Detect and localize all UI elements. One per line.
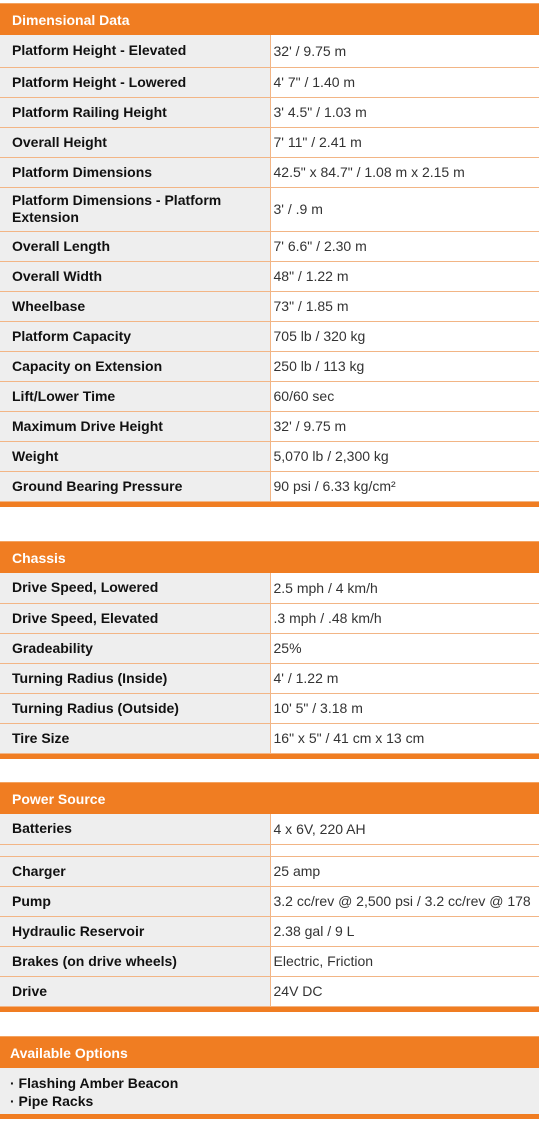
table-row	[0, 603, 539, 633]
spec-value: .3 mph / .48 km/h	[270, 603, 539, 633]
spec-value: Electric, Friction	[270, 946, 539, 976]
spec-label: Capacity on Extension	[0, 351, 270, 381]
table-row	[0, 814, 539, 844]
spec-value: 42.5" x 84.7" / 1.08 m x 2.15 m	[270, 157, 539, 187]
table-row	[0, 321, 539, 351]
spec-value: 24V DC	[270, 976, 539, 1006]
spec-value: 32' / 9.75 m	[270, 35, 539, 67]
section-header: Chassis	[0, 541, 539, 573]
table-row	[0, 723, 539, 753]
table-row	[0, 663, 539, 693]
spec-table	[0, 814, 539, 1007]
spec-value: 25%	[270, 633, 539, 663]
table-row	[0, 441, 539, 471]
chassis-section	[0, 541, 539, 759]
spec-label: Platform Height - Lowered	[0, 67, 270, 97]
available-options-section	[0, 1036, 539, 1119]
spec-table	[0, 35, 539, 502]
section-header: Available Options	[0, 1036, 539, 1068]
spec-label: Drive	[0, 976, 270, 1006]
spec-label: Gradeability	[0, 633, 270, 663]
spec-label: Platform Height - Elevated	[0, 35, 270, 67]
list-item: · Pipe Racks	[10, 1093, 94, 1109]
spec-label: Tire Size	[0, 723, 270, 753]
spec-value: 250 lb / 113 kg	[270, 351, 539, 381]
table-row	[0, 946, 539, 976]
spec-label: Hydraulic Reservoir	[0, 916, 270, 946]
spec-value: 90 psi / 6.33 kg/cm²	[270, 471, 539, 501]
spec-value: 32' / 9.75 m	[270, 411, 539, 441]
spec-value: 25 amp	[270, 856, 539, 886]
table-row	[0, 127, 539, 157]
spec-label: Drive Speed, Elevated	[0, 603, 270, 633]
spec-label: Charger	[0, 856, 270, 886]
table-row	[0, 351, 539, 381]
options-list	[0, 1068, 539, 1114]
spec-value: 5,070 lb / 2,300 kg	[270, 441, 539, 471]
spec-label: Ground Bearing Pressure	[0, 471, 270, 501]
table-row	[0, 693, 539, 723]
table-row	[0, 471, 539, 501]
spec-label: Platform Capacity	[0, 321, 270, 351]
table-row	[0, 844, 539, 856]
spec-label: Overall Height	[0, 127, 270, 157]
table-row	[0, 157, 539, 187]
spec-table	[0, 573, 539, 754]
spec-value: 4' / 1.22 m	[270, 663, 539, 693]
spec-value: 3' 4.5" / 1.03 m	[270, 97, 539, 127]
spec-value: 16" x 5" / 41 cm x 13 cm	[270, 723, 539, 753]
spec-label: Wheelbase	[0, 291, 270, 321]
spec-label: Maximum Drive Height	[0, 411, 270, 441]
spec-label	[0, 844, 270, 856]
spec-label: Weight	[0, 441, 270, 471]
spec-value: 60/60 sec	[270, 381, 539, 411]
spec-label: Turning Radius (Inside)	[0, 663, 270, 693]
table-row	[0, 633, 539, 663]
spec-value: 3' / .9 m	[270, 187, 539, 231]
table-row	[0, 411, 539, 441]
spec-label: Turning Radius (Outside)	[0, 693, 270, 723]
spec-value: 2.38 gal / 9 L	[270, 916, 539, 946]
spec-value: 2.5 mph / 4 km/h	[270, 573, 539, 603]
spec-label: Batteries	[0, 814, 270, 844]
spec-value: 7' 6.6" / 2.30 m	[270, 231, 539, 261]
dimensional-data-section	[0, 3, 539, 507]
table-row	[0, 187, 539, 231]
spec-value: 3.2 cc/rev @ 2,500 psi / 3.2 cc/rev @ 178	[270, 886, 539, 916]
table-row	[0, 976, 539, 1006]
spec-value: 10' 5" / 3.18 m	[270, 693, 539, 723]
table-row	[0, 97, 539, 127]
section-header: Dimensional Data	[0, 3, 539, 35]
spec-label: Platform Railing Height	[0, 97, 270, 127]
section-footer-bar	[0, 1114, 539, 1119]
spec-value: 4' 7" / 1.40 m	[270, 67, 539, 97]
spec-label: Brakes (on drive wheels)	[0, 946, 270, 976]
section-footer-bar	[0, 1007, 539, 1012]
table-row	[0, 856, 539, 886]
spec-value: 48" / 1.22 m	[270, 261, 539, 291]
spec-label: Pump	[0, 886, 270, 916]
spec-value: 7' 11" / 2.41 m	[270, 127, 539, 157]
section-header: Power Source	[0, 782, 539, 814]
spec-label: Platform Dimensions - Platform Extension	[0, 187, 270, 231]
spec-value: 4 x 6V, 220 AH	[270, 814, 539, 844]
spec-label: Drive Speed, Lowered	[0, 573, 270, 603]
section-footer-bar	[0, 754, 539, 759]
table-row	[0, 35, 539, 67]
table-row	[0, 381, 539, 411]
spec-value: 73" / 1.85 m	[270, 291, 539, 321]
spec-label: Lift/Lower Time	[0, 381, 270, 411]
spec-value	[270, 844, 539, 856]
power-source-section	[0, 782, 539, 1012]
list-item: · Flashing Amber Beacon	[10, 1075, 179, 1091]
table-row	[0, 261, 539, 291]
table-row	[0, 67, 539, 97]
table-row	[0, 916, 539, 946]
section-footer-bar	[0, 502, 539, 507]
table-row	[0, 231, 539, 261]
spec-value: 705 lb / 320 kg	[270, 321, 539, 351]
spec-label: Platform Dimensions	[0, 157, 270, 187]
table-row	[0, 291, 539, 321]
spec-label: Overall Length	[0, 231, 270, 261]
table-row	[0, 573, 539, 603]
spec-label: Overall Width	[0, 261, 270, 291]
table-row	[0, 886, 539, 916]
